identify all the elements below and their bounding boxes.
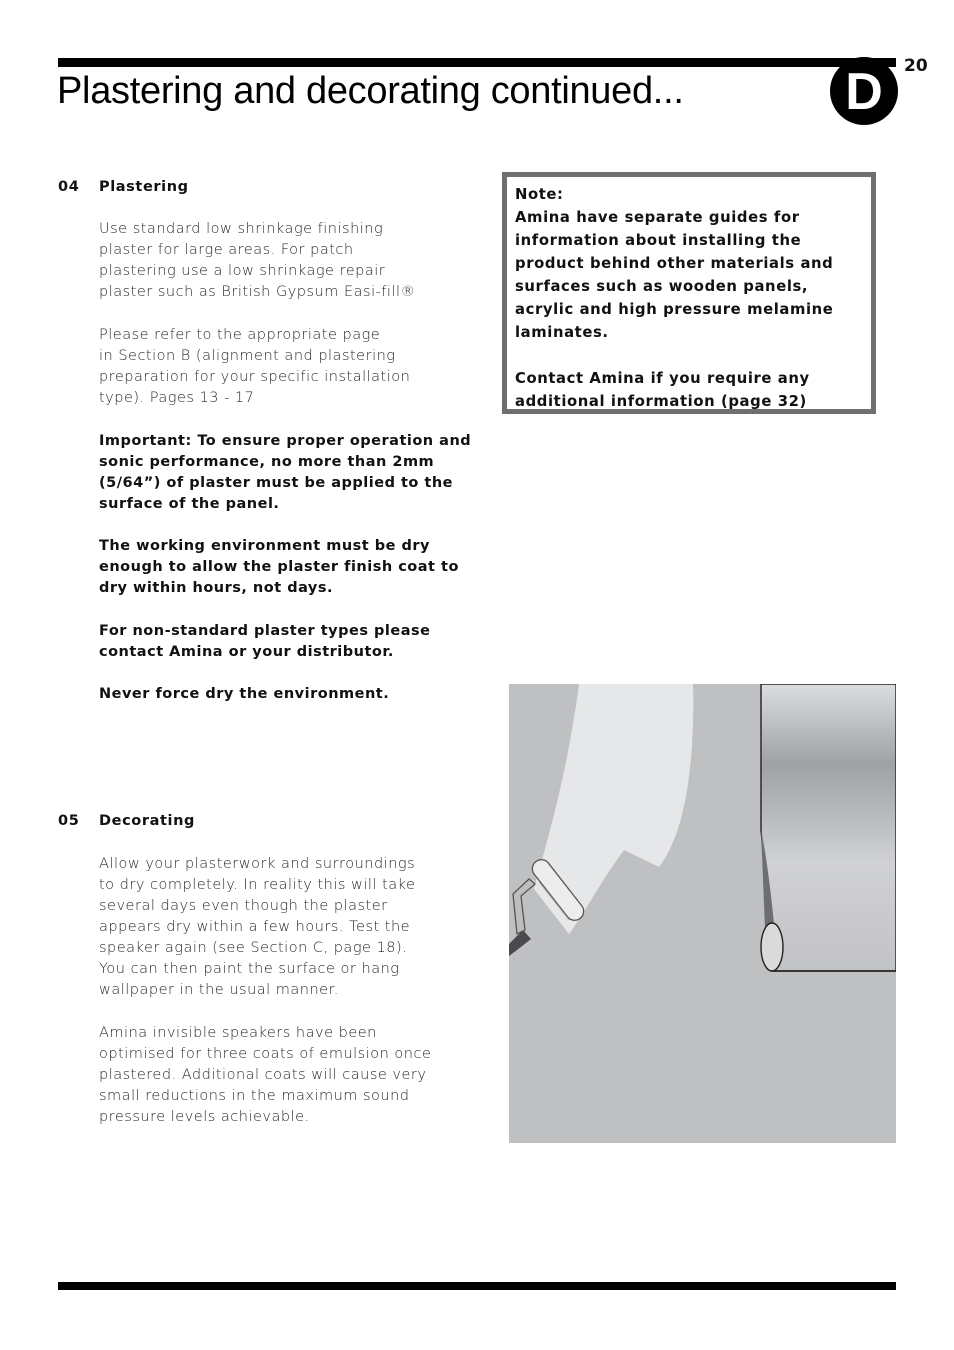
plastering-nonstandard: For non-standard plaster types please contact Amina or your distributor.	[99, 623, 431, 660]
plastering-important: Important: To ensure proper operation and sonic performance, no more than 2mm (5/64”) of plaster must be applied to the surface of the panel.	[99, 433, 472, 512]
section-letter: D	[845, 63, 883, 121]
decorating-heading: Decorating	[99, 813, 195, 829]
page-title: Plastering and decorating continued...	[57, 70, 684, 112]
plastering-never-force-dry: Never force dry the environment.	[99, 686, 390, 702]
wallpaper-roll-icon	[761, 684, 896, 971]
bottom-rule	[58, 1282, 896, 1290]
top-rule	[58, 58, 896, 67]
plastering-environment: The working environment must be dry enough to allow the plaster finish coat to dry within hours, not days.	[99, 538, 459, 596]
decorating-paragraph-2: Amina invisible speakers have been optimised for three coats of emulsion once plastered. Additional coats will cause very small reductions in the maximum sound pressure levels achievable.	[99, 1025, 432, 1125]
decorating-section-number: 05	[58, 813, 80, 829]
plastering-paragraph-2: Please refer to the appropriate page in Section B (alignment and plastering preparation for your specific installation type). Pages 13 - 17	[99, 327, 411, 406]
page-number: 20	[904, 56, 928, 76]
decorating-paragraph-1: Allow your plasterwork and surroundings to dry completely. In reality this will take several days even though the plaster appears dry within a few hours. Test the speaker again (see Section C, page 18). You can then paint the surface or hang wallpaper in the usual manner.	[99, 856, 416, 998]
plastering-section-number: 04	[58, 179, 80, 195]
note-box	[502, 172, 876, 414]
plastering-paragraph-1: Use standard low shrinkage finishing plaster for large areas. For patch plastering use a low shrinkage repair plaster such as British Gypsum Easi-fill®	[99, 221, 416, 300]
section-badge	[830, 57, 898, 125]
plastering-heading: Plastering	[99, 179, 189, 195]
note-text: Note: Amina have separate guides for information about installing the product behind other materials and surfaces such as wooden panels, acrylic and high pressure melamine laminates. Contact Amina if you require any additional information (page 32)	[515, 186, 834, 410]
decorating-illustration	[509, 684, 896, 1143]
